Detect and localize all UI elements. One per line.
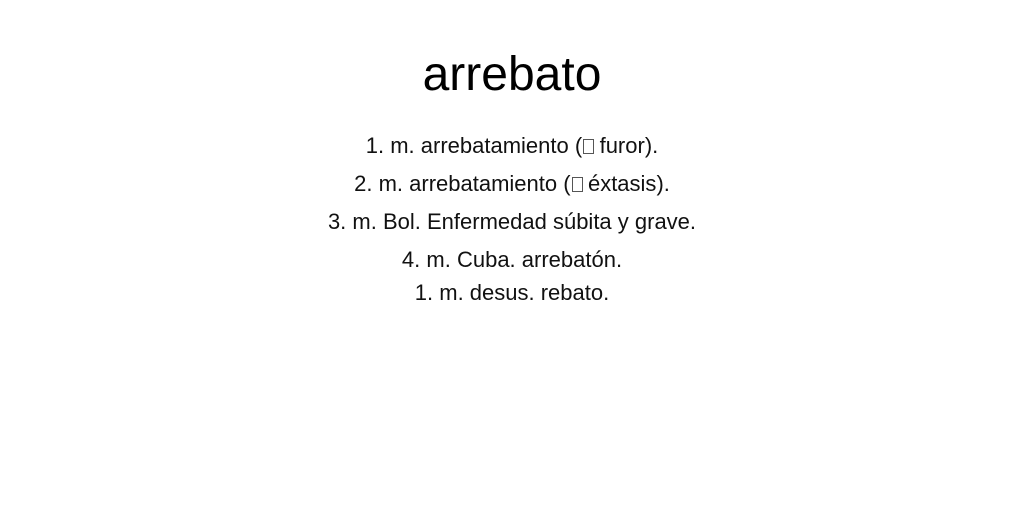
missing-glyph-box-icon	[583, 139, 594, 154]
definition-number: 2.	[354, 171, 373, 196]
definition-number: 1.	[365, 133, 385, 158]
missing-glyph-box-icon	[572, 177, 583, 192]
definition-reference: furor	[599, 133, 645, 158]
definition-text: m. desus. rebato.	[439, 280, 610, 305]
definition-text-after: ).	[656, 171, 670, 196]
definition-text-before: m. arrebatamiento (	[390, 133, 583, 158]
definition-4	[0, 246, 1024, 274]
definition-text: m. Cuba. arrebatón.	[426, 247, 623, 272]
definition-text-after: ).	[644, 133, 659, 158]
definition-reference: éxtasis	[587, 171, 657, 196]
headword: arrebato	[422, 48, 602, 101]
definition-number: 1.	[414, 280, 434, 305]
definition-number: 4.	[401, 247, 421, 272]
definition-text-before: m. arrebatamiento (	[378, 171, 571, 196]
definition-3	[0, 208, 1024, 236]
definition-1	[0, 132, 1024, 160]
definition-5	[0, 279, 1024, 307]
definition-number: 3.	[327, 209, 347, 234]
definition-2	[0, 170, 1024, 198]
definition-text: m. Bol. Enfermedad súbita y grave.	[352, 209, 697, 234]
